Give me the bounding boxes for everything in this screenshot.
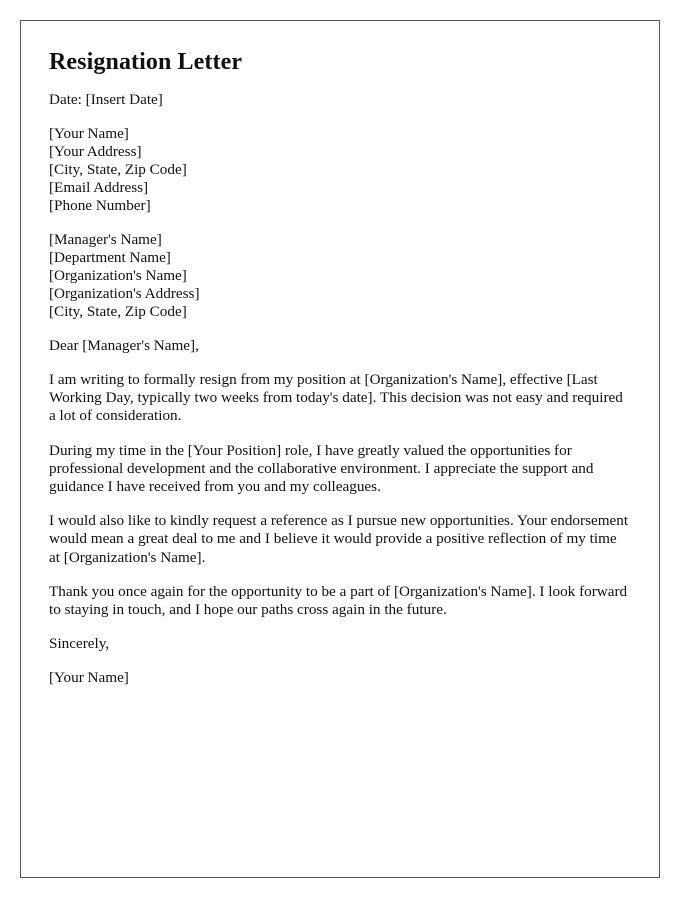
- signature-name: [Your Name]: [49, 669, 129, 687]
- letter-document: [20, 20, 660, 878]
- body-paragraph-2: During my time in the [Your Position] role, I have greatly valued the opportunities for professional development and the collaborative environment. I appreciate the support and guidance I have received from you and my colleagues.: [49, 441, 594, 496]
- body-paragraph-1: I am writing to formally resign from my position at [Organization's Name], effective [Last Working Day, typically two weeks from today's date]. This decision was not easy and required a lot of consideration.: [49, 371, 623, 425]
- body-paragraph-4: Thank you once again for the opportunity to be a part of [Organization's Name]. I look forward to staying in touch, and I hope our paths cross again in the future.: [49, 582, 628, 619]
- recipient-manager-name: [Manager's Name]: [49, 231, 162, 248]
- recipient-address-block: [49, 231, 631, 321]
- recipient-department: [Department Name]: [49, 249, 171, 266]
- date-line: Date: [Insert Date]: [49, 91, 163, 108]
- recipient-city-state-zip: [City, State, Zip Code]: [49, 303, 187, 320]
- sender-address-block: [49, 125, 631, 215]
- sender-email: [Email Address]: [49, 179, 149, 196]
- sender-name: [Your Name]: [49, 125, 129, 142]
- sender-city-state-zip: [City, State, Zip Code]: [49, 161, 187, 178]
- recipient-organization: [Organization's Name]: [49, 267, 187, 284]
- sender-phone: [Phone Number]: [49, 197, 151, 214]
- body-paragraph-3: I would also like to kindly request a reference as I pursue new opportunities. Your endorsement would mean a great deal to me and I believe it would provide a positive reflection of my time at [Organization's Name].: [49, 512, 629, 566]
- sender-address: [Your Address]: [49, 143, 142, 160]
- closing: Sincerely,: [49, 635, 110, 653]
- letter-title: Resignation Letter: [49, 49, 243, 75]
- recipient-organization-address: [Organization's Address]: [49, 285, 200, 302]
- salutation: Dear [Manager's Name],: [49, 337, 199, 354]
